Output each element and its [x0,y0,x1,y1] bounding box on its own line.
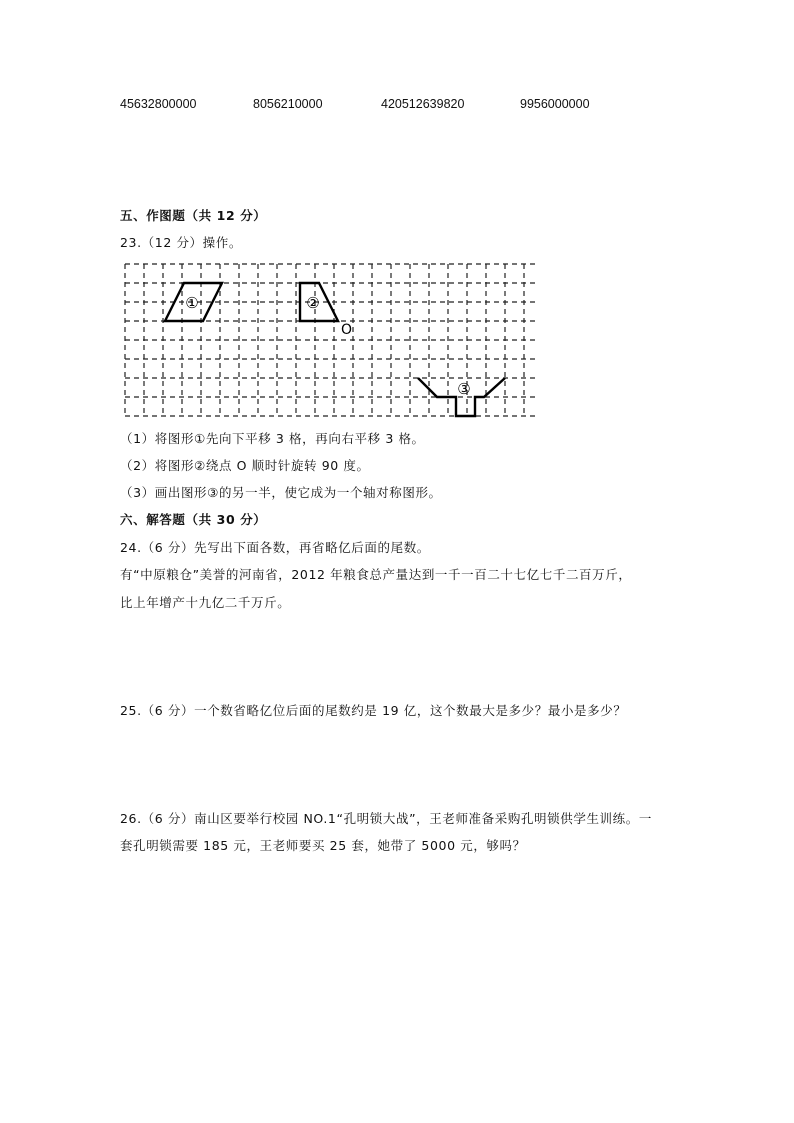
number-4: 9956000000 [520,97,590,111]
q26-line-1: 26.（6 分）南山区要举行校园 NO.1“孔明锁大战”，王老师准备采购孔明锁供学生训练。一 [120,811,652,826]
shape-2-label: ② [306,294,320,312]
point-o-label: O [341,322,353,338]
q24-line-2: 比上年增产十九亿二千万斤。 [120,595,291,610]
q25-text: 25.（6 分）一个数省略亿位后面的尾数约是 19 亿，这个数最大是多少？最小是多少？ [120,703,627,718]
number-2: 8056210000 [253,97,323,111]
grid-figure [110,254,550,424]
number-1: 45632800000 [120,97,197,111]
number-3: 420512639820 [381,97,465,111]
shape-1-label: ① [185,294,199,312]
shape-3-label: ③ [457,380,471,398]
q23-item-1: （1）将图形①先向下平移 3 格，再向右平移 3 格。 [120,431,425,446]
q23-item-2: （2）将图形②绕点 O 顺时针旋转 90 度。 [120,458,370,473]
section6-heading: 六、解答题（共 30 分） [120,512,267,527]
section5-heading: 五、作图题（共 12 分） [120,208,267,223]
q24-line-1: 有“中原粮仓”美誉的河南省，2012 年粮食总产量达到一千一百二十七亿七千二百万斤， [120,567,632,582]
q26-line-2: 套孔明锁需要 185 元，王老师要买 25 套，她带了 5000 元，够吗？ [120,838,526,853]
q23-title: 23.（12 分）操作。 [120,235,242,250]
q24-title: 24.（6 分）先写出下面各数，再省略亿后面的尾数。 [120,540,430,555]
q23-item-3: （3）画出图形③的另一半，使它成为一个轴对称图形。 [120,485,442,500]
dashed-grid [125,264,535,416]
